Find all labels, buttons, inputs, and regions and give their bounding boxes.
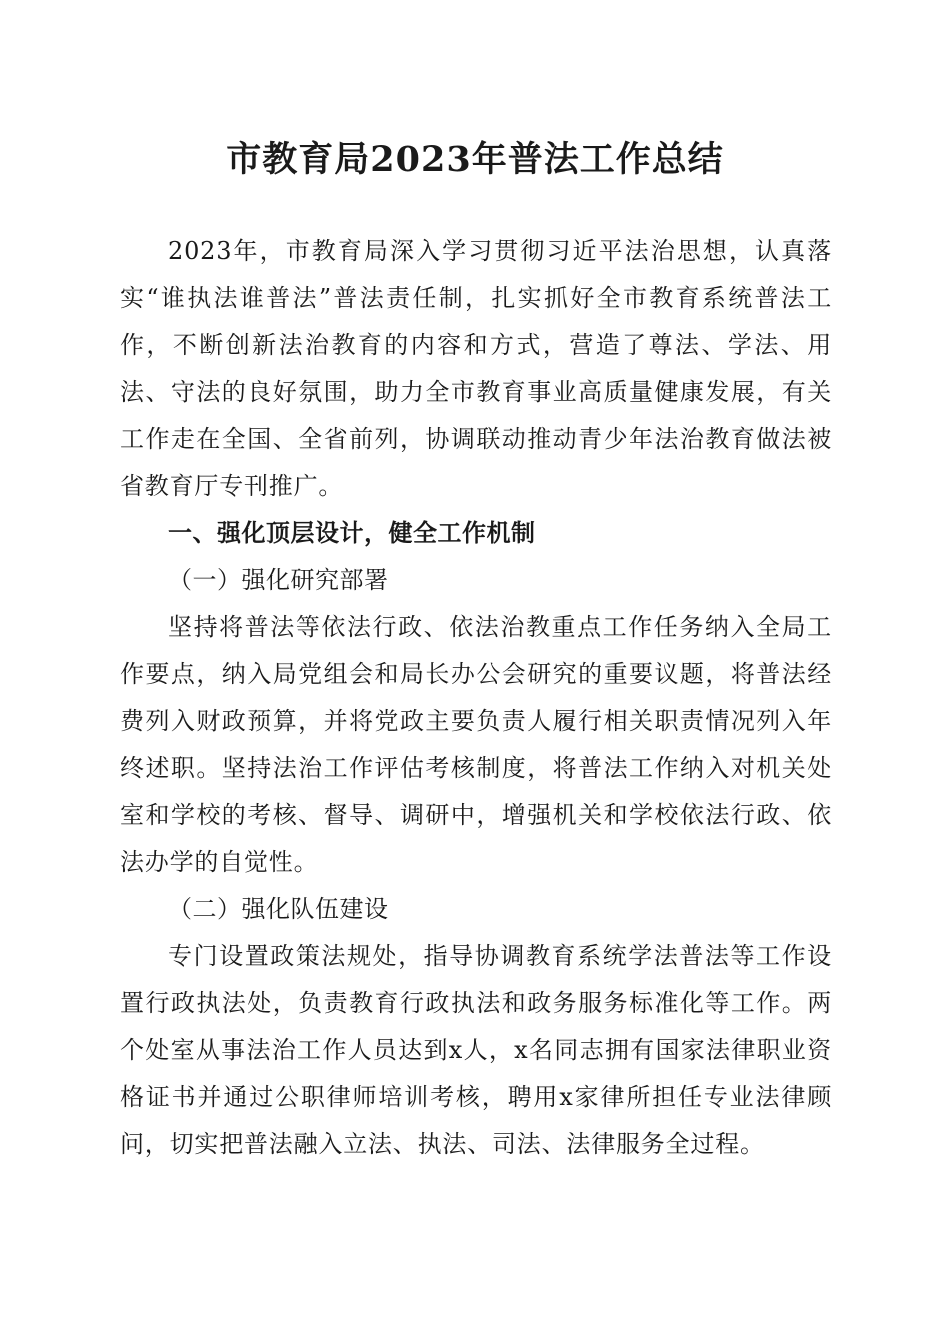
section-1-heading: 一、强化顶层设计，健全工作机制: [168, 519, 536, 547]
subsection-2-paragraph: 专门设置政策法规处，指导协调教育系统学法普法等工作设置行政执法处，负责教育行政执法和政务服务标准化等工作。两个处室从事法治工作人员达到x人，x名同志拥有国家法律职业资格证书并通过公职律师培训考核，聘用x家律所担任专业法律顾问，切实把普法融入立法、执法、司法、法律服务全过程。: [120, 942, 832, 1158]
document-body: [120, 228, 832, 1168]
subsection-1-heading: （一）强化研究部署: [168, 566, 389, 594]
document-title: 市教育局2023年普法工作总结: [226, 139, 724, 180]
subsection-2-heading: （二）强化队伍建设: [168, 895, 389, 923]
intro-paragraph: 2023年，市教育局深入学习贯彻习近平法治思想，认真落实“谁执法谁普法”普法责任制，扎实抓好全市教育系统普法工作，不断创新法治教育的内容和方式，营造了尊法、学法、用法、守法的良好氛围，助力全市教育事业高质量健康发展，有关工作走在全国、全省前列，协调联动推动青少年法治教育做法被省教育厅专刊推广。: [120, 237, 832, 500]
subsection-1-paragraph: 坚持将普法等依法行政、依法治教重点工作任务纳入全局工作要点，纳入局党组会和局长办公会研究的重要议题，将普法经费列入财政预算，并将党政主要负责人履行相关职责情况列入年终述职。坚持法治工作评估考核制度，将普法工作纳入对机关处室和学校的考核、督导、调研中，增强机关和学校依法行政、依法办学的自觉性。: [120, 613, 832, 876]
